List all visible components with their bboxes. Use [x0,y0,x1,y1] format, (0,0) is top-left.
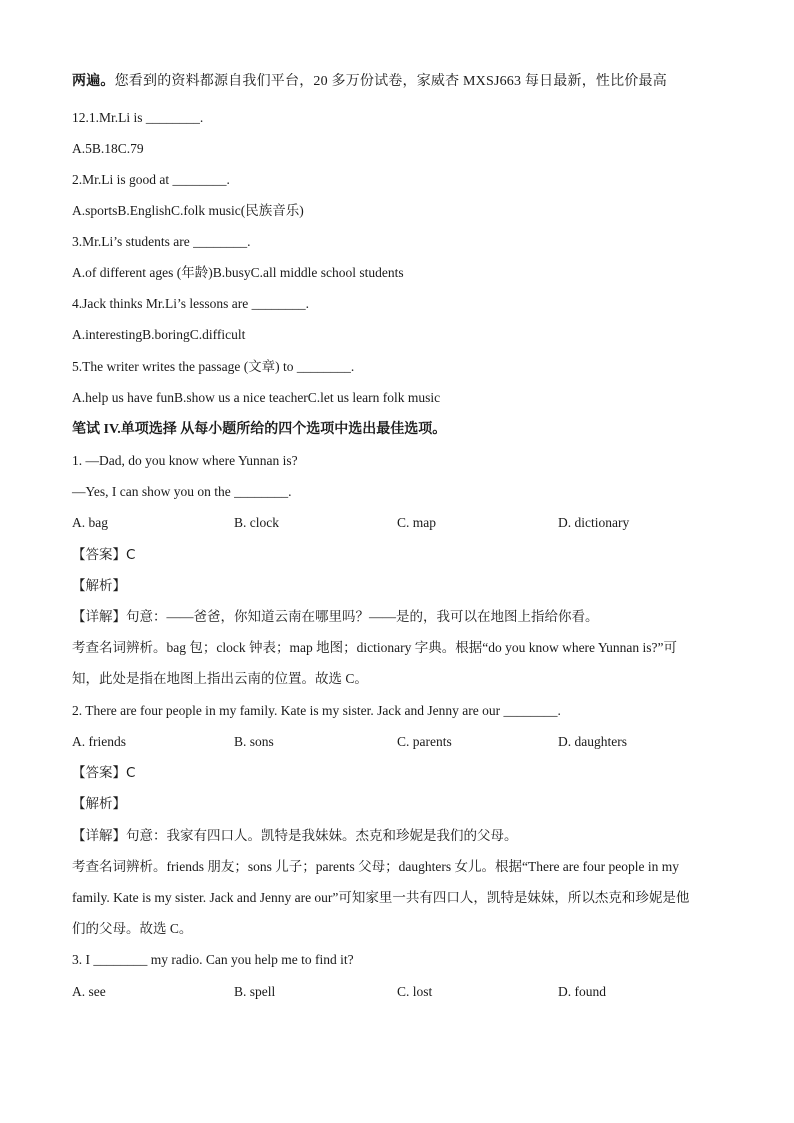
q2-answer: 【答案】C [72,765,136,781]
reading-q4-options: A.interestingB.boringC.difficult [72,327,246,342]
q2-detail: 【详解】句意：我家有四口人。凯特是我妹妹。杰克和珍妮是我们的父母。 [72,828,518,843]
q2-explanation-line2: family. Kate is my sister. Jack and Jenny are our”可知家里一共有四口人，凯特是妹妹，所以杰克和珍妮是他 [72,890,690,905]
q2-stem: 2. There are four people in my family. Kate is my sister. Jack and Jenny are our ________. [72,703,561,718]
reading-q1-options: A.5B.18C.79 [72,141,144,156]
q1-option-a: A. bag [72,515,108,530]
reading-q5-options: A.help us have funB.show us a nice teacherC.let us learn folk music [72,390,441,405]
section-heading: 笔试 IV.单项选择 从每小题所给的四个选项中选出最佳选项。 [72,422,447,437]
q1-analysis-label: 【解析】 [72,578,126,594]
banner-text: 您看到的资料都源自我们平台，20 多万份试卷，家威杏 MXSJ663 每日最新，性比价最高 [114,74,667,89]
q2-explanation-line1: 考查名词辨析。friends 朋友；sons 儿子；parents 父母；daughters 女儿。根据“There are four people in my [72,859,680,874]
q2-option-b: B. sons [234,734,274,749]
q1-detail: 【详解】句意：——爸爸，你知道云南在哪里吗？——是的，我可以在地图上指给你看。 [72,609,599,624]
reading-q1-stem: 12.1.Mr.Li is ________. [72,110,204,125]
q2-option-c: C. parents [397,734,452,749]
q1-stem-line1: 1. —Dad, do you know where Yunnan is? [72,453,298,468]
q3-option-d: D. found [558,984,606,999]
q1-option-c: C. map [397,515,436,530]
reading-q3-stem: 3.Mr.Li’s students are ________. [72,234,251,249]
reading-q3-options: A.of different ages (年龄)B.busyC.all middle school students [72,265,404,280]
q2-option-a: A. friends [72,734,126,749]
reading-q2-options: A.sportsB.EnglishC.folk music(民族音乐) [72,203,304,218]
q1-explanation-line2: 知，此处是指在地图上指出云南的位置。故选 C。 [72,671,368,686]
reading-q5-stem: 5.The writer writes the passage (文章) to ________. [72,359,355,374]
q3-option-c: C. lost [397,984,433,999]
q2-option-d: D. daughters [558,734,627,749]
q3-option-a: A. see [72,984,106,999]
q1-answer: 【答案】C [72,547,136,563]
q1-option-d: D. dictionary [558,515,630,530]
q2-explanation-line3: 们的父母。故选 C。 [72,921,193,936]
q1-option-b: B. clock [234,515,279,530]
q3-stem: 3. I ________ my radio. Can you help me to find it? [72,952,354,967]
q1-explanation-line1: 考查名词辨析。bag 包；clock 钟表；map 地图；dictionary 字典。根据“do you know where Yunnan is?”可 [72,640,678,655]
reading-q4-stem: 4.Jack thinks Mr.Li’s lessons are ________. [72,296,309,311]
header-banner [72,72,667,92]
q2-analysis-label: 【解析】 [72,796,126,812]
q1-stem-line2: —Yes, I can show you on the ________. [72,484,292,499]
banner-bold-text: 两遍。 [72,74,115,89]
q3-option-b: B. spell [234,984,276,999]
reading-q2-stem: 2.Mr.Li is good at ________. [72,172,230,187]
